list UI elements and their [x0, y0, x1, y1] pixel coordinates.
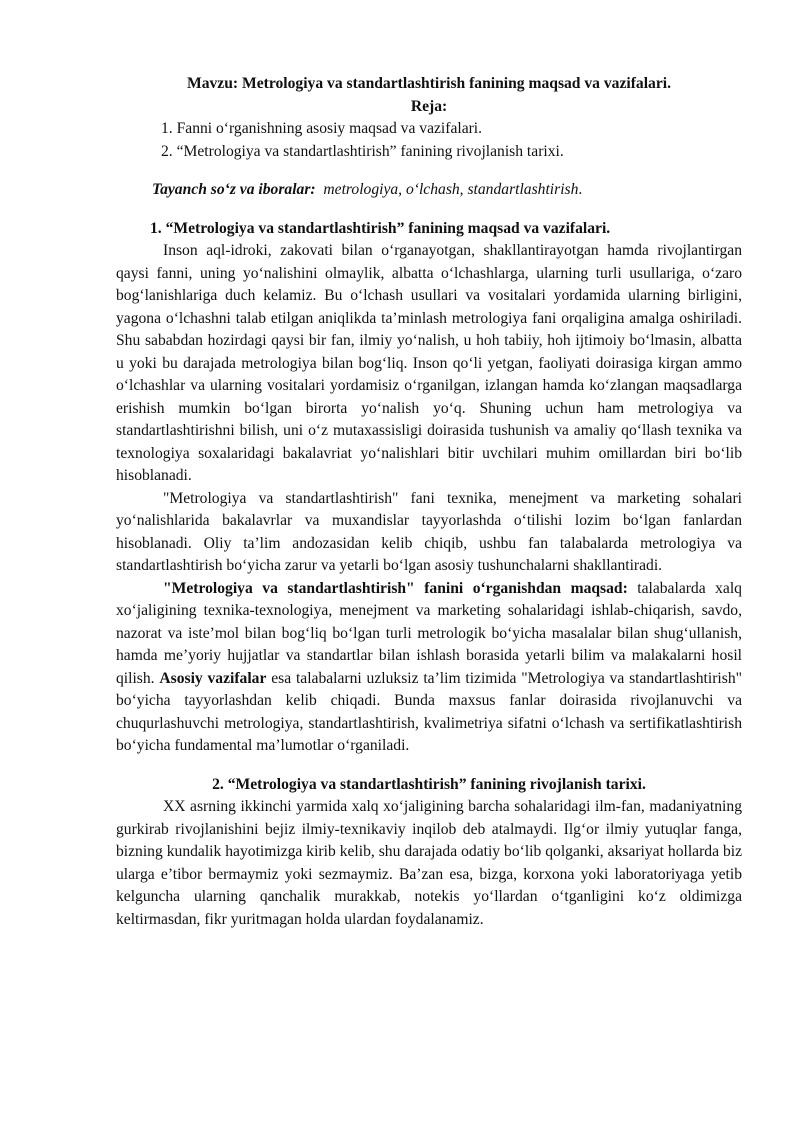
section-2-paragraph-1: XX asrning ikkinchi yarmida xalq xo‘jaligining barcha sohalaridagi ilm-fan, madaniyatning gurkirab rivojlanishini bejiz ilmiy-texnikaviy inqilob deb atalmaydi. Ilg‘or ilmiy yutuqlar fanga, bizning kundalik hayotimizga kirib kelib, shu darajada odatiy bo‘lib qolganki, aksariyat hollarda biz ularga e’tibor bermaymiz yoki sezmaymiz. Ba’zan esa, bizga, korxona yoki laboratoriyaga yetib kelguncha ularning qanchalik murakkab, notekis yo‘llardan o‘tganligini ko‘z oldimizga keltirmasdan, fikr yuritmagan holda ulardan foydalanamiz.	[116, 798, 742, 928]
tasks-text: esa talabalarni uzluksiz ta’lim tizimida "Metrologiya va standartlashtirish" bo‘yicha tayyorlashdan kelib chiqadi. Bunda maxsus fanlar doirasida rivojlanuvchi va chuqurlashuvchi metrologiya, standartlashtirish, kvalimetriya sifatni o‘lchash va sertifikatlashtirish bo‘yicha fundamental ma’lumotlar o‘rganiladi.	[116, 669, 742, 754]
section-1-paragraph-3	[116, 578, 742, 758]
document-title: Mavzu: Metrologiya va standartlashtirish fanining maqsad va vazifalari.	[187, 75, 671, 92]
plan-label: Reja:	[410, 97, 448, 115]
plan-item-2: 2. “Metrologiya va standartlashtirish” fanining rivojlanish tarixi.	[161, 142, 564, 160]
section-2-heading: 2. “Metrologiya va standartlashtirish” fanining rivojlanish tarixi.	[212, 775, 646, 793]
section-1-paragraph-2: "Metrologiya va standartlashtirish" fani texnika, menejment va marketing sohalari yo‘nalishlarida bakalavrlar va muxandislar tayyorlashda o‘tilishi lozim bo‘lgan fanlardan hisoblanadi. Oliy ta’lim andozasidan kelib chiqib, ushbu fan talabalarda metrologiya va standartlashtirish bo‘yicha zarur va yetarli bo‘lgan asosiy tushunchalarni shakllantiradi.	[116, 489, 742, 574]
document-page	[116, 73, 742, 931]
section-1-paragraph-1: Inson aql-idroki, zakovati bilan o‘rganayotgan, shakllantirayotgan hamda rivojlantirgan qaysi fanni, uning yo‘nalishini olmaylik, albatta o‘lchashlarga, ularning turli usullariga, o‘zaro bog‘lanishlariga duch kelamiz. Bu o‘lchash usullari va vositalari yordamida ularning birligini, yagona o‘lchashni talab etilgan aniqlikda ta’minlash metrologiya fani orqaligina amalga oshiriladi. Shu sababdan hozirdagi qaysi bir fan, ilmiy yo‘nalish, u hoh tabiiy, hoh ijtimoiy bo‘lmasin, albatta u yoki bu darajada metrologiya bilan bog‘liq. Inson qo‘li yetgan, faoliyati doirasiga kirgan ammo o‘lchashlar va ularning vositalari yordamisiz o‘rganilgan, izlangan hamda ko‘zlangan maqsadlarga erishish mumkin bo‘lgan birorta yo‘nalish yo‘q. Shuning uchun ham metrologiya va standartlashtirishni bilish, uni o‘z mutaxassisligi doirasida tushunish va amaliy qo‘llash texnika va texnologiya soxalaridagi bakalavriat yo‘nalishlari bitir uvchilari muhim omillardan biri bo‘lib hisoblanadi.	[116, 242, 742, 484]
keywords-text: metrologiya, o‘lchash, standartlashtirish	[323, 181, 579, 198]
section-1-heading: 1. “Metrologiya va standartlashtirish” fanining maqsad va vazifalari.	[150, 219, 611, 237]
tasks-label: Asosiy vazifalar	[159, 669, 267, 687]
keywords-label: Tayanch so‘z va iboralar:	[152, 181, 316, 198]
goal-text: talabalarda xalq xo‘jaligining texnika-texnologiya, menejment va marketing sohalaridagi ishlab-chiqarish, savdo, nazorat va iste’mol bilan bog‘liq bo‘lgan turli metrologik bo‘yicha masalalar bilan shug‘ullanish, hamda me’yoriy hujjatlar va standartlar bilan ishlash borasida yetarli bilim va malakalarni hosil qilish.	[116, 579, 742, 687]
plan-item-1: 1. Fanni o‘rganishning asosiy maqsad va vazifalari.	[161, 120, 483, 137]
goal-label: "Metrologiya va standartlashtirish" fanini o‘rganishdan maqsad:	[163, 579, 628, 597]
keywords-line: Tayanch so‘z va iboralar: metrologiya, o‘lchash, standartlashtirish.	[152, 181, 583, 198]
